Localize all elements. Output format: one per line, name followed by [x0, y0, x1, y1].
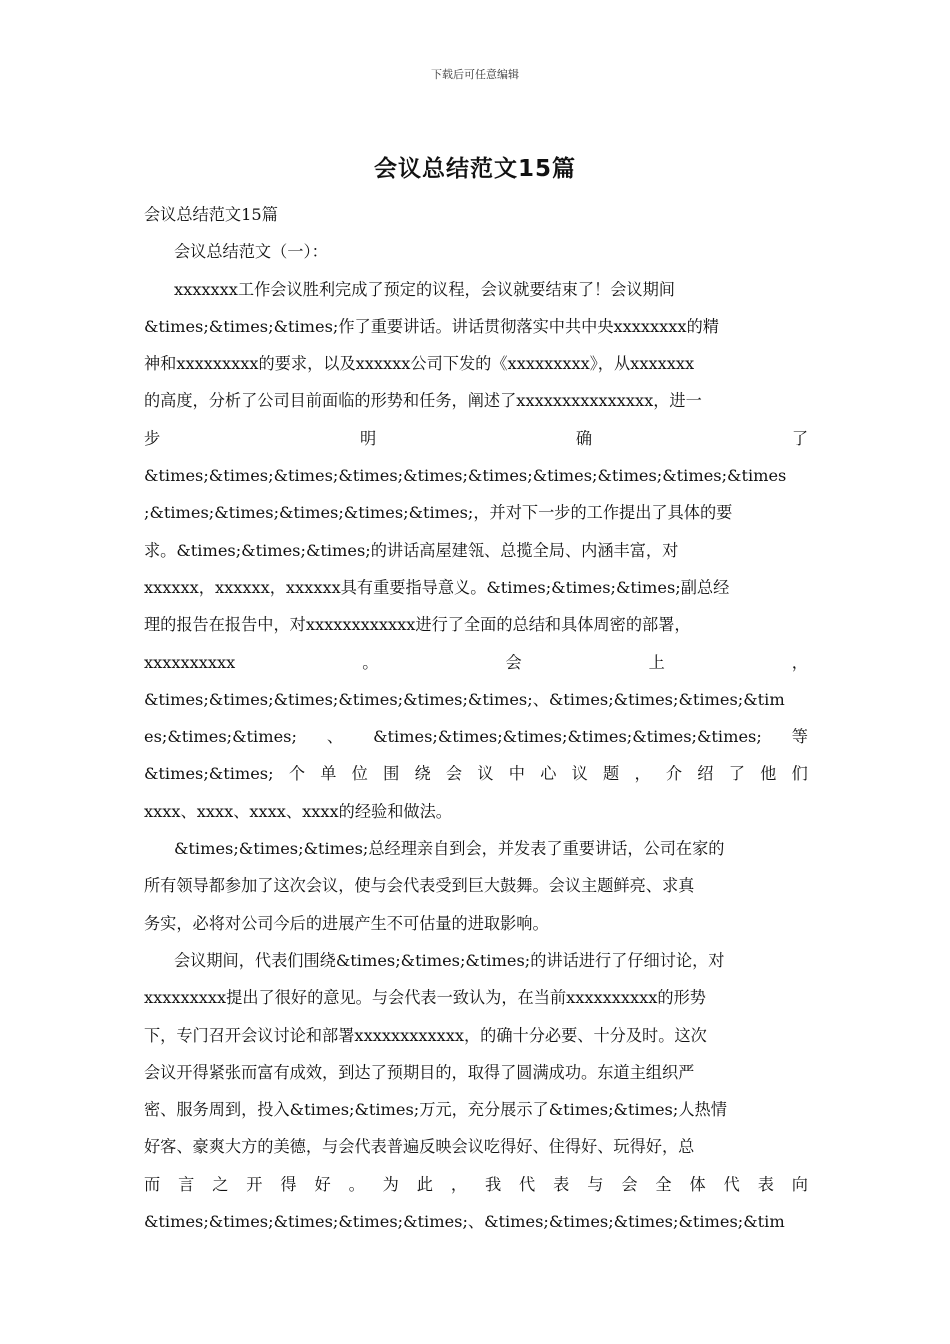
word: 心 — [540, 764, 557, 784]
body-line: &times;&times;&times;作了重要讲话。讲话贯彻落实中共中央xxxxxxxx的精 — [144, 316, 719, 336]
body-line: 的高度，分析了公司目前面临的形势和任务，阐述了xxxxxxxxxxxxxxx，进一 — [144, 391, 702, 411]
word: 他 — [760, 764, 777, 784]
body-line: 所有领导都参加了这次会议，使与会代表受到巨大鼓舞。会议主题鲜亮、求真 — [144, 876, 695, 896]
word: 会 — [445, 764, 463, 784]
word: 得 — [280, 1174, 297, 1194]
body-line-justified — [144, 755, 808, 792]
word: 。 — [362, 652, 379, 672]
word: 题 — [603, 764, 620, 784]
word: 、 — [326, 727, 344, 747]
word: 绕 — [414, 764, 431, 784]
word: 个 — [288, 764, 305, 784]
word: 会 — [505, 652, 522, 672]
word: 单 — [320, 764, 337, 784]
word: &times;&times; — [144, 764, 274, 784]
body-line: &times;&times;&times;&times;&times;&times;、&times;&times;&times;&tim — [144, 689, 785, 709]
word: 了 — [728, 764, 745, 784]
word: 言 — [178, 1174, 195, 1194]
word: 中 — [508, 764, 525, 784]
body-line: xxxxxx，xxxxxx，xxxxxx具有重要指导意义。&times;&times;&times;副总经 — [144, 577, 730, 597]
word: 绍 — [697, 764, 714, 784]
body-line-justified — [144, 718, 808, 755]
document-body — [144, 196, 808, 1240]
word: 我 — [484, 1174, 502, 1194]
body-line: xxxxxxx工作会议胜利完成了预定的议程，会议就要结束了！会议期间 — [174, 279, 675, 299]
body-line-justified — [144, 644, 808, 681]
body-line: 务实，必将对公司今后的进展产生不可估量的进取影响。 — [144, 913, 549, 933]
word: 开 — [246, 1174, 263, 1194]
word: 好 — [314, 1174, 331, 1194]
word: xxxxxxxxxx — [144, 652, 236, 672]
word: ， — [634, 764, 651, 784]
body-line-justified — [144, 420, 808, 457]
word: 们 — [791, 764, 808, 784]
body-line: 神和xxxxxxxxx的要求，以及xxxxxx公司下发的《xxxxxxxxx》，从xxxxxxx — [144, 354, 695, 374]
word: 步 — [144, 428, 161, 448]
word: 之 — [212, 1174, 229, 1194]
word: 此 — [416, 1174, 433, 1194]
body-line: 好客、豪爽大方的美德，与会代表普遍反映会议吃得好、住得好、玩得好，总 — [144, 1137, 695, 1157]
word: &times;&times;&times;&times;&times;&times; — [373, 727, 762, 747]
word: 体 — [689, 1174, 706, 1194]
word: 代 — [519, 1174, 536, 1194]
word: 全 — [655, 1174, 672, 1194]
word: 确 — [575, 428, 593, 448]
body-line: 理的报告在报告中，对xxxxxxxxxxxx进行了全面的总结和具体周密的部署， — [144, 615, 691, 635]
body-line: &times;&times;&times;&times;&times;&times;&times;&times;&times;&times — [144, 466, 787, 486]
word: 。 — [348, 1174, 365, 1194]
document-title: 会议总结范文15篇 — [373, 156, 576, 182]
word: es;&times;&times; — [144, 727, 297, 747]
word: 代 — [723, 1174, 740, 1194]
word: 等 — [791, 727, 808, 747]
word: 而 — [144, 1174, 161, 1194]
word: 表 — [553, 1174, 570, 1194]
body-line: 会议开得紧张而富有成效，到达了预期目的，取得了圆满成功。东道主组织严 — [144, 1062, 695, 1082]
word: 为 — [382, 1174, 399, 1194]
word: 表 — [757, 1174, 774, 1194]
body-line: 求。&times;&times;&times;的讲话高屋建瓴、总揽全局、内涵丰富，对 — [144, 540, 679, 560]
header-note: 下载后可任意编辑 — [431, 68, 519, 81]
word: 向 — [791, 1174, 808, 1194]
body-line-justified — [144, 1166, 808, 1203]
word: 与 — [587, 1174, 604, 1194]
word: ， — [791, 652, 808, 672]
word: 围 — [383, 764, 400, 784]
word: 议 — [477, 764, 494, 784]
word: 明 — [359, 428, 377, 448]
body-line: 密、服务周到，投入&times;&times;万元，充分展示了&times;&times;人热情 — [144, 1100, 727, 1120]
word: 议 — [571, 764, 588, 784]
word: 介 — [665, 764, 683, 784]
body-line: ;&times;&times;&times;&times;&times;，并对下一步的工作提出了具体的要 — [144, 503, 733, 523]
word: ， — [450, 1174, 468, 1194]
body-line: 下，专门召开会议讨论和部署xxxxxxxxxxxx，的确十分必要、十分及时。这次 — [144, 1025, 707, 1045]
word: 会 — [621, 1174, 638, 1194]
body-line: 会议期间，代表们围绕&times;&times;&times;的讲话进行了仔细讨论，对 — [174, 950, 725, 970]
subtitle: 会议总结范文15篇 — [144, 205, 278, 224]
word: 位 — [351, 764, 368, 784]
body-line: xxxxxxxxx提出了很好的意见。与会代表一致认为，在当前xxxxxxxxxx的形势 — [144, 988, 706, 1008]
body-line: &times;&times;&times;总经理亲自到会，并发表了重要讲话，公司在家的 — [174, 839, 725, 859]
body-line: &times;&times;&times;&times;&times;、&times;&times;&times;&times;&tim — [144, 1212, 785, 1232]
section-heading: 会议总结范文（一）： — [174, 242, 328, 262]
body-line: xxxx、xxxx、xxxx、xxxx的经验和做法。 — [144, 801, 452, 821]
word: 了 — [791, 428, 808, 448]
word: 上 — [648, 652, 665, 672]
